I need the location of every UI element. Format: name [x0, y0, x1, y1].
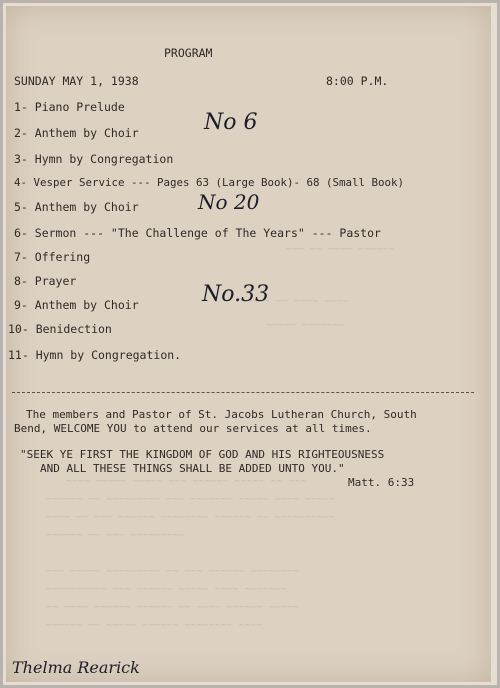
bleed-through-text: ~~~~ ~~~~~ ~~~~~ ~~~ ~~~~~~ ~~~~~ ~~ ~~~ [66, 476, 307, 487]
bleed-through-text: ~~~~ ~~ ~~~ ~~~~~~ ~~~~~~~~ ~~~~~~ ~~ ~~~~~~~~~~ [46, 512, 335, 523]
program-item: 10- Benidection [8, 322, 112, 336]
bleed-through-text: ~~~ ~~ ~~~~ ~~~~~~ [286, 244, 395, 255]
bleed-through-text: ~~ ~~~~ ~~~~~~ ~~~~~~ ~~ ~~~~ ~~~~~~ ~~~~~ [46, 602, 299, 613]
handwritten-signature: Thelma Rearick [12, 658, 140, 677]
welcome-line: The members and Pastor of St. Jacobs Lutheran Church, South [26, 408, 417, 421]
program-time: 8:00 P.M. [326, 74, 389, 88]
bleed-through-text: ~~~~~~ ~~ ~~~ ~~~~~~~~~ [46, 530, 185, 541]
program-item: 11- Hymn by Congregation. [8, 348, 182, 362]
bleed-through-text: ~~~~~ ~~~~~~~ [266, 320, 345, 331]
welcome-line: Bend, WELCOME YOU to attend our services at all times. [14, 422, 372, 435]
bleed-through-text: ~~~~~~~~~~ ~~~ ~~~~~~ ~~~~~ ~~~~ ~~~~~~~ [46, 584, 287, 595]
handwritten-anthem-number: No 6 [204, 110, 258, 135]
program-date: SUNDAY MAY 1, 1938 [14, 74, 139, 88]
program-item: 1- Piano Prelude [14, 100, 125, 114]
program-item: 2- Anthem by Choir [14, 126, 139, 140]
bleed-through-text: ~~~ ~~~~~ ~~~~~~~~~ ~~ ~~~ ~~~~~~ ~~~~~~~~ [46, 566, 299, 577]
bleed-through-text: ~~~~ ~~ ~~~~ ~~~~ [246, 296, 349, 307]
handwritten-anthem-number: No 20 [198, 190, 260, 214]
program-item: 3- Hymn by Congregation [14, 152, 174, 166]
scripture-line: "SEEK YE FIRST THE KINGDOM OF GOD AND HIS RIGHTEOUSNESS [20, 448, 385, 461]
handwritten-anthem-number: No.33 [202, 282, 270, 307]
program-item: 7- Offering [14, 250, 91, 264]
program-item: 8- Prayer [14, 274, 77, 288]
program-item: 9- Anthem by Choir [14, 298, 139, 312]
program-item: 5- Anthem by Choir [14, 200, 139, 214]
scripture-line: AND ALL THESE THINGS SHALL BE ADDED UNTO YOU." [40, 462, 345, 475]
dashed-divider [12, 392, 474, 393]
scripture-reference: Matt. 6:33 [348, 476, 415, 489]
program-item: 6- Sermon --- "The Challenge of The Years" --- Pastor [14, 226, 381, 240]
program-title: PROGRAM [164, 46, 213, 60]
bleed-through-text: ~~~~~~ ~~ ~~~~~ ~~~~~~ ~~~~~~~~ ~~~~ [46, 620, 263, 631]
program-item: 4- Vesper Service --- Pages 63 (Large Book)- 68 (Small Book) [14, 176, 405, 189]
program-sheet [6, 6, 491, 682]
bleed-through-text: ~~~~~~ ~~ ~~~~~~~~~ ~~~ ~~~~~~~ ~~~~~ ~~~~ ~~~~~ [46, 494, 335, 505]
